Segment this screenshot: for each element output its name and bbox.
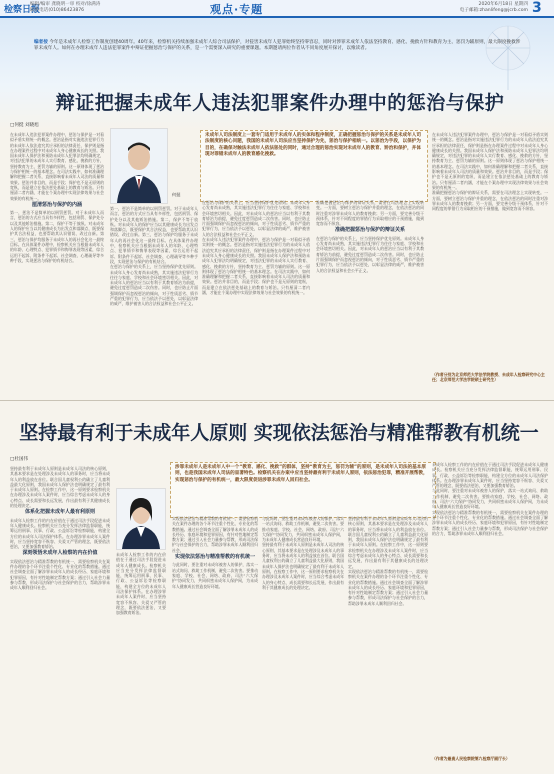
editor-note-text: 今年是未成年人检察工作制度创建40周年。40年来，检察机关持续加强未成年人综合司法保护，对侵害未成年人犯罪始终坚持零容忍，同时对涉罪未成年人依法坚持教育、感化、挽救方针和教育为主、惩罚为辅原则，最大限度挽救涉罪未成年人。如何在办理未成年人违法犯罪案件中辩证把握惩治与保护的关系，是一个需要深入研究的重要课题。本期邀请两位作者从不同角度展开探讨，以飨读者。 bbox=[34, 40, 521, 51]
article2-section-heading-3: 实现依法惩治与精准帮教的有机统一 bbox=[174, 554, 255, 561]
article1-section-heading-2: 准确把握惩治与保护的辩证关系 bbox=[334, 227, 405, 234]
newspaper-logo: 检察日报 bbox=[4, 5, 41, 15]
article2-column-1 bbox=[10, 466, 110, 766]
portrait-icon bbox=[117, 489, 165, 549]
date-line: 2020年6月18日 星期四 bbox=[478, 2, 528, 7]
article1-section-heading-1: 厘清惩治与保护的内涵 bbox=[31, 201, 82, 208]
article2-col1-text-cont: 未成年人检察工作的内在价值在于通过司法手段促进未成年人健康成长。检察机关应当充分发挥法律监督职能，统筹运用刑事、民事、行政、公益诉讼等检察职能，构建全方位的未成年人司法保护体系。在办理涉罪未成年人案件时，应当坚持宽容不纵容、关爱又严管的理念，既要依法惩治，又要加强教育矫治。 bbox=[10, 517, 110, 550]
article2-col1-text-more: 实现依法惩治与精准帮教的有机统一，需要检察机关在案件办理的各个环节注重个性化、专业化的帮教措施。通过社会调查全面了解涉罪未成年人的成长经历、家庭环境和犯罪原因，有针对性地制定帮教方案；通过引入社会力量参与帮教，形成司法保护与社会保护的合力，帮助涉罪未成年人顺利回归社会。 bbox=[10, 558, 110, 591]
article1-col3-text-cont: 在未成年人违法犯罪案件办理中，惩治与保护是一对看似矛盾实则统一的概念。惩治是指对实施违法犯罪行为的未成年人依法追究其应承担的法律责任，保护则是指在办理案件过程中对未成年人身心健康成长的关照。我国未成年人保护法和预防未成年人犯罪法均明确规定，对违法犯罪的未成年人实行教育、感化、挽救的方针，坚持教育为主、惩罚为辅的原则。这一原则体现了惩治与保护相统一的基本理念。在司法实践中，如何准确理解和把握二者关系，直接影响着未成年人司法的质量和效果。惩治并非目的，而是手段；保护也不是无原则的宽纵，而是建立在依法惩处基础上的教育与矫治。只有厘清二者内涵，才能在个案办理中实现法律效果与社会效果的有机统一。 bbox=[202, 237, 310, 296]
article1-col1-text-cont: 第一，惩治不是简单的以刑罚惩罚。对于未成年人而言，惩治的方式应当具有多样性，包括刑罚、保护处分以及其他矫治措施。第二，保护不等于放纵。对未成年人的保护应当以其健康成长为出发点和落脚点，既要保护其合法权益，也要帮助其认识错误、改过自新。第三，惩治与保护均服务于未成年人的再社会化这一最终目标。在具体案件办理中，检察机关应当根据未成年人的年龄、心理特点、犯罪情节和悔罪表现等因素，综合运用不起诉、附条件不起诉、社会调查、心理疏导等多种手段，实现惩治与保护的有机结合。 bbox=[10, 210, 104, 263]
article1-pull-quote: 未成年人司法制度上一套专门适用于未成年人的实体和程序制度，正确把握惩治与保护的关系是未成年人司法制度的核心问题，我国的未成年人司法应当坚持保护为先，惩治与保护相统一。以惩治为手段，以保护为目的，在确保对触法未成年人依法惩处的同时，通过合理的惩治实现对未成年人的教育、矫治和保护，并体现对罪错未成年人的教育感化挽救。 bbox=[200, 130, 428, 202]
article1-col2-text: 第一，惩治不是简单的以刑罚惩罚。对于未成年人而言，惩治的方式应当具有多样性，包括刑罚、保护处分以及其他矫治措施。第二，保护不等于放纵。对未成年人的保护应当以其健康成长为出发点和落脚点，既要保护其合法权益，也要帮助其认识错误、改过自新。第三，惩治与保护均服务于未成年人的再社会化这一最终目标。在具体案件办理中，检察机关应当根据未成年人的年龄、心理特点、犯罪情节和悔罪表现等因素，综合运用不起诉、附条件不起诉、社会调查、心理疏导等多种手段，实现惩治与保护的有机结合。 bbox=[110, 206, 198, 264]
article2-column-3 bbox=[172, 516, 258, 766]
article2-byline: □杜国伟 bbox=[10, 457, 29, 462]
article2-col3-text: 实现依法惩治与精准帮教的有机统一，需要检察机关在案件办理的各个环节注重个性化、专业化的帮教措施。通过社会调查全面了解涉罪未成年人的成长经历、家庭环境和犯罪原因，有针对性地制定帮教方案；通过引入社会力量参与帮教，形成司法保护与社会保护的合力，帮助涉罪未成年人顺利回归社会。 bbox=[172, 516, 258, 553]
article1-column-4 bbox=[316, 200, 424, 394]
article1-title: 辩证把握未成年人违法犯罪案件办理中的惩治与保护 bbox=[55, 92, 505, 114]
editor-note-label: 编者按 bbox=[34, 40, 48, 45]
article1-column-1 bbox=[10, 132, 104, 394]
article2-section-heading-2: 深刻领悟未成年人检察的内在价值 bbox=[22, 550, 98, 557]
dandelion-illustration bbox=[438, 20, 548, 90]
section-divider bbox=[0, 400, 554, 401]
author-photo-2 bbox=[116, 488, 166, 550]
article1-col5-text-cont: 准确把握惩治与保护的辩证关系，需要在司法理念上实现转变。一方面，要树立惩治与保护并重的理念，在依法惩治的同时注重对涉罪未成年人的教育挽救；另一方面，要完善分级干预体系，针对不同程度的罪错行为采取相应的干预措施，做到宽容而不纵容。 bbox=[432, 190, 548, 212]
article1-column-5 bbox=[432, 132, 548, 370]
article2-column-2 bbox=[116, 552, 166, 766]
article2-col2-text: 未成年人检察工作的内在价值在于通过司法手段促进未成年人健康成长。检察机关应当充分发挥法律监督职能，统筹运用刑事、民事、行政、公益诉讼等检察职能，构建全方位的未成年人司法保护体系。在办理涉罪未成年人案件时，应当坚持宽容不纵容、关爱又严管的理念，既要依法惩治，又要加强教育矫治。 bbox=[116, 552, 166, 616]
article2-column-6 bbox=[432, 462, 548, 752]
email-line: 电子邮箱:zhanlifeng@jcrb.com bbox=[459, 7, 528, 13]
article1-col3-text: 在惩治与保护的关系上，应当坚持保护优先原则。未成年人身心发育尚未成熟，其实施违法犯罪行为往往与家庭、学校和社会环境密切相关。因此，对未成年人的惩治应当以有利于其教育矫治为前提，避免过度惩罚造成二次伤害。同时，也应防止片面强调保护而忽视惩治的倾向，对于性质恶劣、情节严重的犯罪行为，应当依法予以惩处，以彰显法律的威严，维护被害人的合法权益和社会公平正义。 bbox=[202, 200, 310, 237]
editor-note bbox=[34, 40, 524, 52]
photo1-caption: 何挺 bbox=[172, 192, 181, 197]
article2-col4-text: 与此同时，要注重对未成年被害人的保护，落实一站式询问、救助工作机制，避免二次伤害。要推动家庭、学校、社会、网络、政府、司法“六大保护”协同发力，共同织密未成年人保护网，为未成年人健康成长营造良好环境。 bbox=[262, 516, 344, 543]
portrait-icon bbox=[111, 129, 167, 203]
article2-section-heading-1: 体系化把握未成年人最有利原则 bbox=[24, 509, 95, 516]
article2-title: 坚持最有利于未成年人原则 实现依法惩治与精准帮教有机统一 bbox=[19, 422, 539, 444]
article2-author-note: （作者为最高人民检察院第九检察厅副厅长） bbox=[432, 756, 510, 761]
article1-column-2 bbox=[110, 206, 198, 394]
article1-col4-text: 准确把握惩治与保护的辩证关系，需要在司法理念上实现转变。一方面，要树立惩治与保护并重的理念，在依法惩治的同时注重对涉罪未成年人的教育挽救；另一方面，要完善分级干预体系，针对不同程度的罪错行为采取相应的干预措施，做到宽容而不纵容。 bbox=[316, 200, 424, 227]
article2-col5-text-cont: 实现依法惩治与精准帮教的有机统一，需要检察机关在案件办理的各个环节注重个性化、专业化的帮教措施。通过社会调查全面了解涉罪未成年人的成长经历、家庭环境和犯罪原因，有针对性地制定帮教方案；通过引入社会力量参与帮教，形成司法保护与社会保护的合力，帮助涉罪未成年人顺利回归社会。 bbox=[348, 568, 428, 606]
article1-author-note: （作者分别为北京师范大学法学院教授、未成年人检察研究中心主任；北京师范大学法学院硕士研究生） bbox=[432, 372, 545, 383]
article1-column-3 bbox=[202, 200, 310, 394]
article2-col1-text: 坚持最有利于未成年人原则是未成年人司法的核心原则，其基本要求是在处理涉及未成年人的事务时，应当将未成年人的利益放在首位。联合国儿童权利公约确立了儿童利益最大化原则，我国未成年人保护法也明确规定了最有利于未成年人原则。在检察工作中，这一原则要求检察机关在办理涉及未成年人案件时，应当综合考虑未成年人的身心特点、成长需要和长远发展，作出最有利于其健康成长的处理决定。 bbox=[10, 466, 110, 509]
article2-column-5 bbox=[348, 516, 428, 766]
page-number: 3 bbox=[532, 0, 542, 16]
article2-col3-text-cont: 与此同时，要注重对未成年被害人的保护，落实一站式询问、救助工作机制，避免二次伤害。要推动家庭、学校、社会、网络、政府、司法“六大保护”协同发力，共同织密未成年人保护网，为未成年人健康成长营造良好环境。 bbox=[172, 562, 258, 589]
author-photo-1 bbox=[110, 128, 168, 204]
article1-col4-text-cont: 在惩治与保护的关系上，应当坚持保护优先原则。未成年人身心发育尚未成熟，其实施违法犯罪行为往往与家庭、学校和社会环境密切相关。因此，对未成年人的惩治应当以有利于其教育矫治为前提，避免过度惩罚造成二次伤害。同时，也应防止片面强调保护而忽视惩治的倾向，对于性质恶劣、情节严重的犯罪行为，应当依法予以惩处，以彰显法律的威严，维护被害人的合法权益和社会公平正义。 bbox=[316, 235, 424, 273]
date-info bbox=[418, 2, 528, 13]
article2-col6-text: 未成年人检察工作的内在价值在于通过司法手段促进未成年人健康成长。检察机关应当充分发挥法律监督职能，统筹运用刑事、民事、行政、公益诉讼等检察职能，构建全方位的未成年人司法保护体系。在办理涉罪未成年人案件时，应当坚持宽容不纵容、关爱又严管的理念，既要依法惩治，又要加强教育矫治。 bbox=[432, 462, 548, 489]
article2-pull-quote: 涉罪未成年人是未成年人中一个“教育、感化、挽救”的群体，坚持“教育为主，惩罚为辅”的原则，是未成年人司法的基本原则，也是我国未成年人司法的显著特色。检察机关在办案中应当坚持最有利于未成年人原则，依法惩治犯罪，精准开展帮教，实现惩治与保护的有机统一，最大限度促进涉罪未成年人回归社会。 bbox=[170, 462, 436, 518]
article1-byline: □何挺 刘晓旭 bbox=[10, 123, 39, 128]
article2-col6-text-cont: 与此同时，要注重对未成年被害人的保护，落实一站式询问、救助工作机制，避免二次伤害。要推动家庭、学校、社会、网络、政府、司法“六大保护”协同发力，共同织密未成年人保护网，为未成年人健康成长营造良好环境。 bbox=[432, 488, 548, 510]
article1-col5-text: 在未成年人违法犯罪案件办理中，惩治与保护是一对看似矛盾实则统一的概念。惩治是指对实施违法犯罪行为的未成年人依法追究其应承担的法律责任，保护则是指在办理案件过程中对未成年人身心健康成长的关照。我国未成年人保护法和预防未成年人犯罪法均明确规定，对违法犯罪的未成年人实行教育、感化、挽救的方针，坚持教育为主、惩罚为辅的原则。这一原则体现了惩治与保护相统一的基本理念。在司法实践中，如何准确理解和把握二者关系，直接影响着未成年人司法的质量和效果。惩治并非目的，而是手段；保护也不是无原则的宽纵，而是建立在依法惩处基础上的教育与矫治。只有厘清二者内涵，才能在个案办理中实现法律效果与社会效果的有机统一。 bbox=[432, 132, 548, 190]
section-title: 观点·专题 bbox=[210, 3, 264, 16]
article2-column-4 bbox=[262, 516, 344, 766]
editor-info bbox=[30, 2, 100, 13]
article2-col5-text: 坚持最有利于未成年人原则是未成年人司法的核心原则，其基本要求是在处理涉及未成年人的事务时，应当将未成年人的利益放在首位。联合国儿童权利公约确立了儿童利益最大化原则，我国未成年人保护法也明确规定了最有利于未成年人原则。在检察工作中，这一原则要求检察机关在办理涉及未成年人案件时，应当综合考虑未成年人的身心特点、成长需要和长远发展，作出最有利于其健康成长的处理决定。 bbox=[348, 516, 428, 569]
editor-line: 编辑/编审 龚晓明一审 校对/徐满涛 bbox=[30, 2, 101, 7]
article1-col1-text: 在未成年人违法犯罪案件办理中，惩治与保护是一对看似矛盾实则统一的概念。惩治是指对实施违法犯罪行为的未成年人依法追究其应承担的法律责任，保护则是指在办理案件过程中对未成年人身心健康成长的关照。我国未成年人保护法和预防未成年人犯罪法均明确规定，对违法犯罪的未成年人实行教育、感化、挽救的方针，坚持教育为主、惩罚为辅的原则。这一原则体现了惩治与保护相统一的基本理念。在司法实践中，如何准确理解和把握二者关系，直接影响着未成年人司法的质量和效果。惩治并非目的，而是手段；保护也不是无原则的宽纵，而是建立在依法惩处基础上的教育与矫治。只有厘清二者内涵，才能在个案办理中实现法律效果与社会效果的有机统一。 bbox=[10, 132, 104, 201]
article2-col4-text-cont: 坚持最有利于未成年人原则是未成年人司法的核心原则，其基本要求是在处理涉及未成年人的事务时，应当将未成年人的利益放在首位。联合国儿童权利公约确立了儿童利益最大化原则，我国未成年人保护法也明确规定了最有利于未成年人原则。在检察工作中，这一原则要求检察机关在办理涉及未成年人案件时，应当综合考虑未成年人的身心特点、成长需要和长远发展，作出最有利于其健康成长的处理决定。 bbox=[262, 542, 344, 590]
article1-col2-text-cont: 在惩治与保护的关系上，应当坚持保护优先原则。未成年人身心发育尚未成熟，其实施违法犯罪行为往往与家庭、学校和社会环境密切相关。因此，对未成年人的惩治应当以有利于其教育矫治为前提，避免过度惩罚造成二次伤害。同时，也应防止片面强调保护而忽视惩治的倾向，对于性质恶劣、情节严重的犯罪行为，应当依法予以惩处，以彰显法律的威严，维护被害人的合法权益和社会公平正义。 bbox=[110, 264, 198, 307]
article2-col6-text-more: 实现依法惩治与精准帮教的有机统一，需要检察机关在案件办理的各个环节注重个性化、专业化的帮教措施。通过社会调查全面了解涉罪未成年人的成长经历、家庭环境和犯罪原因，有针对性地制定帮教方案；通过引入社会力量参与帮教，形成司法保护与社会保护的合力，帮助涉罪未成年人顺利回归社会。 bbox=[432, 509, 548, 536]
phone-line: 联系电话(010)86423876 bbox=[30, 7, 85, 13]
